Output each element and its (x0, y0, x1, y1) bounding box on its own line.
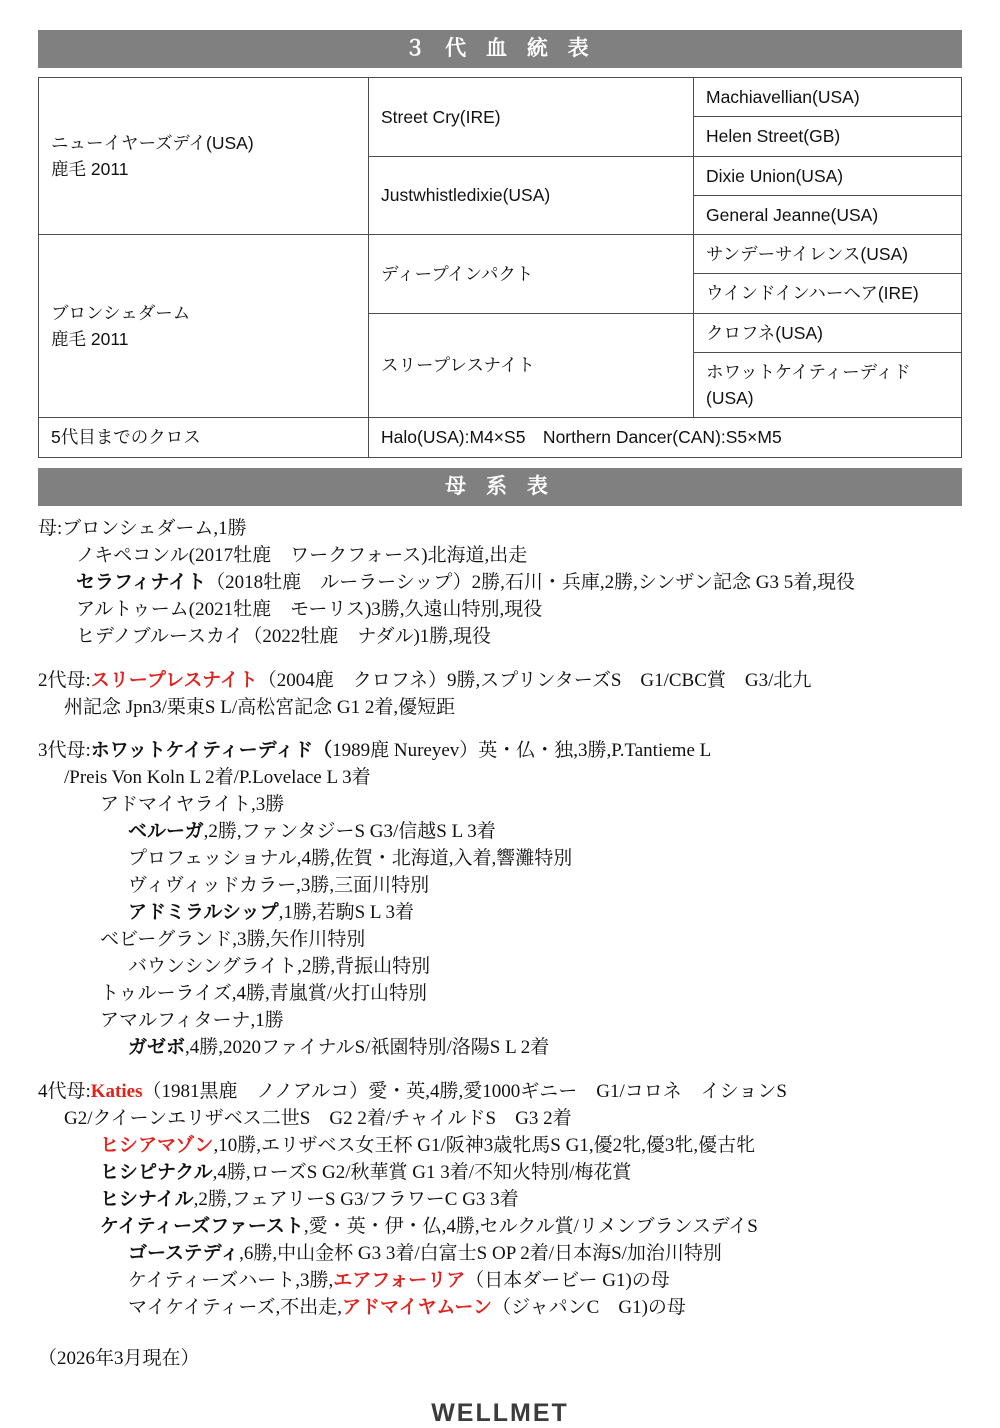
gp-cell-1: Machiavellian(USA) (694, 78, 962, 117)
progeny-name: アドミラルシップ (128, 902, 279, 924)
brand-logo: WELLMET (431, 1398, 569, 1427)
gen4-line2: G2/クイーンエリザベス二世S G2 2着/チャイルドS G3 2着 (64, 1108, 572, 1130)
progeny-text: マイケイティーズ,不出走, (128, 1296, 342, 1318)
gp-cell-8: ホワットケイティーディド(USA) (694, 352, 962, 418)
family-block-gen3 (38, 738, 962, 1062)
gen3-label: 3代母: (38, 740, 91, 762)
list-item (38, 1035, 962, 1062)
gen2-line1 (38, 668, 962, 695)
family-text (38, 516, 962, 1373)
sire-cell (39, 78, 369, 235)
progeny-text: アマルフィターナ,1勝 (100, 1010, 284, 1032)
progeny-text: トゥルーライズ,4勝,青嵐賞/火打山特別 (100, 983, 428, 1005)
gp-cell-5: サンデーサイレンス(USA) (694, 235, 962, 274)
list-item (38, 873, 962, 900)
list-item (38, 927, 962, 954)
dam-line: 母:ブロンシェダーム,1勝 (38, 517, 247, 539)
list-item (38, 1160, 962, 1187)
list-item (38, 1214, 962, 1241)
progeny-name: ケイティーズファースト (100, 1215, 304, 1237)
list-item (38, 597, 962, 624)
progeny-text: ,6勝,中山金杯 G3 3着/白富士S OP 2着/日本海S/加治川特別 (239, 1242, 722, 1264)
dam-name: ブロンシェダーム (51, 302, 191, 323)
progeny-text: プロフェッショナル,4勝,佐賀・北海道,入着,響灘特別 (128, 848, 573, 870)
table-row (39, 78, 962, 117)
gen2-text: （2004鹿 クロフネ）9勝,スプリンターズS G1/CBC賞 G3/北九 (257, 669, 812, 691)
gen4-label: 4代母: (38, 1081, 91, 1103)
progeny-text: ,愛・英・伊・仏,4勝,セルクル賞/リメンブランスデイS (303, 1215, 758, 1237)
family-block-dam (38, 516, 962, 651)
progeny-text: ケイティーズハート,3勝, (128, 1269, 334, 1291)
list-item (38, 819, 962, 846)
progeny-name-red: アドマイヤムーン (341, 1296, 493, 1318)
dam-detail: 鹿毛 2011 (51, 329, 129, 350)
progeny-text: ,1勝,若駒S L 3着 (278, 902, 415, 924)
gen3-line1 (38, 738, 962, 765)
list-item (38, 792, 962, 819)
table-row (39, 418, 962, 457)
progeny-text: ,2勝,フェアリーS G3/フラワーC G3 3着 (193, 1188, 519, 1210)
gp-cell-6: ウインドインハーヘア(IRE) (694, 274, 962, 313)
progeny-tail: （ジャパンC G1)の母 (492, 1296, 686, 1318)
dam-cell (39, 235, 369, 418)
family-block-gen4 (38, 1079, 962, 1322)
sire-detail: 鹿毛 2011 (51, 159, 129, 180)
progeny-name-red: ヒシアマゾン (100, 1135, 214, 1157)
cross-value: Halo(USA):M4×S5 Northern Dancer(CAN):S5×M5 (369, 418, 962, 457)
list-item (38, 543, 962, 570)
gp-cell-2: Helen Street(GB) (694, 117, 962, 156)
pedigree-table (38, 77, 962, 458)
foal-name: セラフィナイト (76, 571, 207, 593)
gen4-line1 (38, 1079, 962, 1106)
list-item (38, 1008, 962, 1035)
progeny-text: ,4勝,2020ファイナルS/祇園特別/洛陽S L 2着 (185, 1037, 550, 1059)
list-item (38, 1133, 962, 1160)
list-item (38, 570, 962, 597)
gp-cell-3: Dixie Union(USA) (694, 156, 962, 195)
gen2-name: スリープレスナイト (90, 669, 258, 691)
progeny-name-red: エアフォーリア (333, 1269, 466, 1291)
list-item (38, 1187, 962, 1214)
list-item (38, 1295, 962, 1322)
foal-text: ノキペコンル(2017牡鹿 ワークフォース)北海道,出走 (76, 544, 528, 566)
gen3-text: 1989鹿 Nureyev）英・仏・独,3勝,P.Tantieme L (332, 740, 712, 762)
list-item (38, 1241, 962, 1268)
gen3-line2: /Preis Von Koln L 2着/P.Lovelace L 3着 (64, 767, 371, 789)
progeny-text: ベビーグランド,3勝,矢作川特別 (100, 929, 366, 951)
list-item (38, 981, 962, 1008)
progeny-text: ヴィヴィッドカラー,3勝,三面川特別 (128, 875, 430, 897)
progeny-text: バウンシングライト,2勝,背振山特別 (128, 956, 431, 978)
as-of-note: （2026年3月現在） (38, 1347, 200, 1369)
list-item (38, 900, 962, 927)
family-section-title: 母 系 表 (38, 468, 962, 506)
cross-label: 5代目までのクロス (39, 418, 369, 457)
progeny-text: ,4勝,ローズS G2/秋華賞 G1 3着/不知火特別/梅花賞 (212, 1162, 632, 1183)
list-item (38, 624, 962, 651)
progeny-text: ,2勝,ファンタジーS G3/信越S L 3着 (203, 821, 496, 843)
pedigree-section-title: ３ 代 血 統 表 (38, 30, 962, 68)
progeny-name: ゴーステディ (128, 1242, 240, 1264)
table-row (39, 235, 962, 274)
gen4-text: （1981黒鹿 ノノアルコ）愛・英,4勝,愛1000ギニー G1/コロネ イションS (142, 1081, 787, 1103)
gp-cell-4: General Jeanne(USA) (694, 195, 962, 234)
progeny-text: ,10勝,エリザベス女王杯 G1/阪神3歳牝馬S G1,優2牝,優3牝,優古牝 (213, 1135, 756, 1157)
progeny-name: ガゼボ (128, 1037, 186, 1059)
progeny-name: ヒシナイル (100, 1188, 194, 1210)
dam-dam-cell: スリープレスナイト (369, 313, 694, 418)
list-item (38, 846, 962, 873)
gp-cell-7: クロフネ(USA) (694, 313, 962, 352)
gen2-line2: 州記念 Jpn3/栗東S L/高松宮記念 G1 2着,優短距 (64, 696, 456, 718)
gen2-label: 2代母: (38, 669, 91, 691)
sire-sire-cell: Street Cry(IRE) (369, 78, 694, 157)
progeny-text: アドマイヤライト,3勝 (100, 794, 285, 816)
progeny-tail: （日本ダービー G1)の母 (465, 1269, 670, 1291)
foal-text: ヒデノブルースカイ（2022牡鹿 ナダル)1勝,現役 (76, 625, 492, 647)
gen4-name: Katies (90, 1081, 143, 1103)
list-item (38, 954, 962, 981)
progeny-name: ヒシピナクル (100, 1162, 213, 1183)
family-block-gen2 (38, 668, 962, 722)
progeny-name: ベルーガ (128, 821, 204, 843)
dam-sire-cell: ディープインパクト (369, 235, 694, 314)
list-item (38, 1268, 962, 1295)
gen3-name: ホワットケイティーディド（ (90, 740, 333, 762)
sire-dam-cell: Justwhistledixie(USA) (369, 156, 694, 235)
foal-text: （2018牡鹿 ルーラーシップ）2勝,石川・兵庫,2勝,シンザン記念 G3 5着,現役 (206, 571, 855, 593)
foal-text: アルトゥーム(2021牡鹿 モーリス)3勝,久遠山特別,現役 (76, 598, 543, 620)
sire-name: ニューイヤーズデイ(USA) (51, 132, 254, 153)
